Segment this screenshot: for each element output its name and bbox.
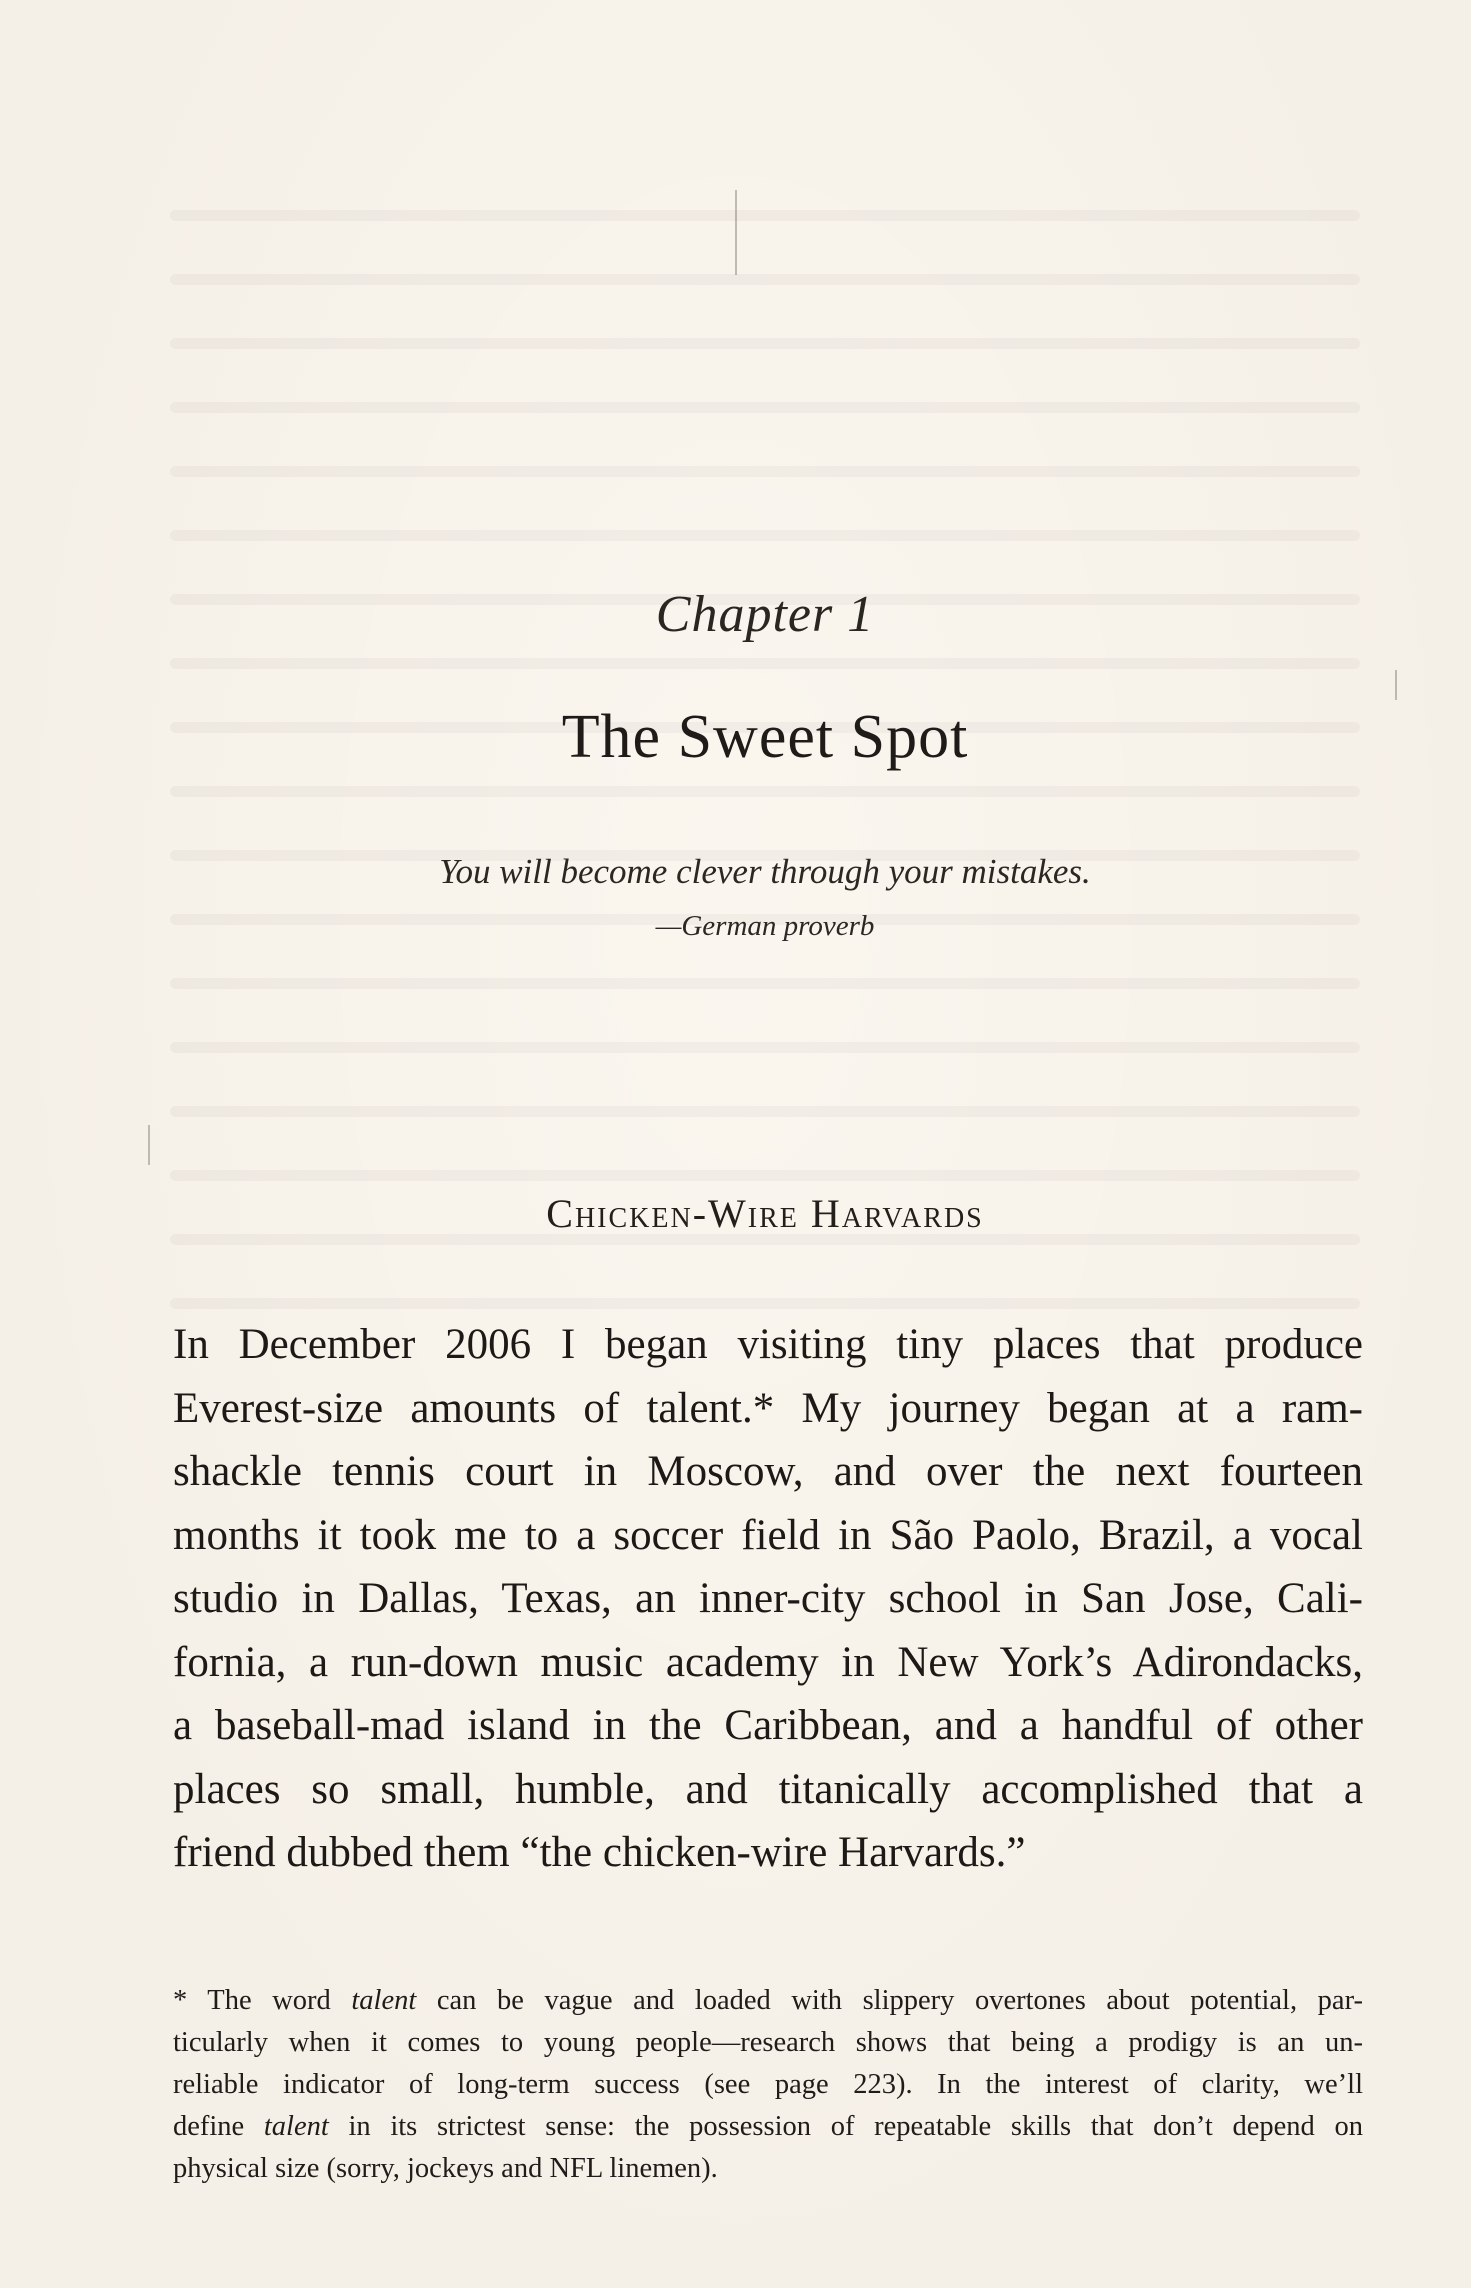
bleed-through-line: [170, 1106, 1360, 1117]
body-line: a baseball-mad island in the Caribbean, and a handful of other: [173, 1702, 1363, 1749]
scan-mark: [735, 190, 737, 275]
section-heading: Chicken-Wire Harvards: [546, 1191, 984, 1236]
body-line: friend dubbed them “the chicken-wire Harvards.”: [173, 1829, 1026, 1876]
body-line: places so small, humble, and titanically accomplished that a: [173, 1765, 1363, 1813]
epigraph-attribution: —German proverb: [655, 910, 875, 942]
epigraph-quote: You will become clever through your mistakes.: [439, 852, 1091, 891]
scan-mark: [1395, 670, 1397, 700]
bleed-through-line: [170, 978, 1360, 989]
bleed-through-line: [170, 466, 1360, 477]
scan-mark: [148, 1125, 150, 1165]
footnote-line: define talent in its strictest sense: the possession of repeatable skills that don’t depend on: [173, 2111, 1363, 2142]
emphasized-word: talent: [263, 2111, 329, 2142]
bleed-through-line: [170, 1298, 1360, 1309]
bleed-through-line: [170, 338, 1360, 349]
chapter-label: Chapter 1: [655, 586, 875, 643]
bleed-through-line: [170, 274, 1360, 285]
body-line: months it took me to a soccer field in São Paolo, Brazil, a vocal: [173, 1511, 1363, 1559]
footnote-line: * The word talent can be vague and loaded with slippery overtones about potential, par-: [173, 1985, 1363, 2016]
body-line: fornia, a run-down music academy in New York’s Adirondacks,: [173, 1638, 1363, 1686]
footnote-line: physical size (sorry, jockeys and NFL linemen).: [173, 2153, 718, 2184]
emphasized-word: talent: [351, 1985, 417, 2016]
body-line: studio in Dallas, Texas, an inner-city school in San Jose, Cali-: [173, 1575, 1363, 1622]
body-line: Everest-size amounts of talent.* My journey began at a ram-: [173, 1384, 1363, 1432]
bleed-through-line: [170, 402, 1360, 413]
bleed-through-line: [170, 786, 1360, 797]
bleed-through-line: [170, 530, 1360, 541]
body-line: shackle tennis court in Moscow, and over the next fourteen: [173, 1448, 1363, 1495]
bleed-through-line: [170, 1042, 1360, 1053]
footnote-line: ticularly when it comes to young people—research shows that being a prodigy is an un-: [173, 2027, 1363, 2058]
footnote: [173, 1980, 1363, 2190]
body-paragraph: [173, 1313, 1363, 1885]
bleed-through-line: [170, 658, 1360, 669]
footnote-line: reliable indicator of long-term success (see page 223). In the interest of clarity, we’ll: [173, 2069, 1363, 2100]
chapter-title: The Sweet Spot: [561, 703, 969, 771]
bleed-through-line: [170, 210, 1360, 221]
body-line: In December 2006 I began visiting tiny places that produce: [173, 1321, 1363, 1368]
bleed-through-line: [170, 1170, 1360, 1181]
